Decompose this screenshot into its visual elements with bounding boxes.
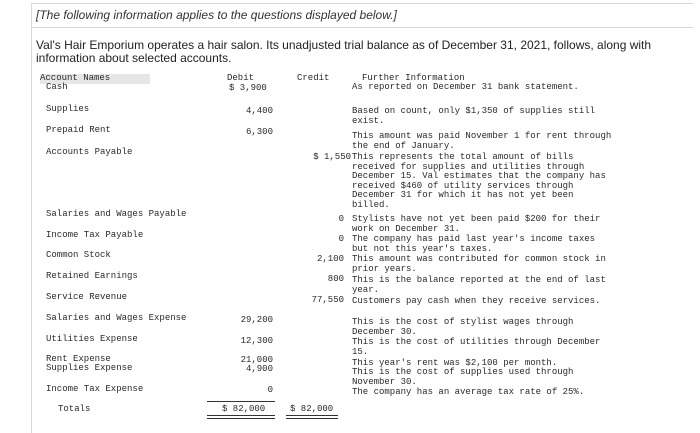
row-rent-expense-info: This year's rent was $2,100 per month. bbox=[352, 358, 558, 368]
header-debit: Debit bbox=[227, 73, 255, 83]
row-retained-earnings-credit: 800 bbox=[327, 274, 344, 284]
header-further-information: Further Information bbox=[362, 73, 465, 83]
row-cash-info: As reported on December 31 bank statement. bbox=[352, 82, 579, 92]
row-income-tax-payable-info: The company has paid last year's income taxes but not this year's taxes. bbox=[352, 234, 596, 254]
row-prepaid-rent-debit: 6,300 bbox=[245, 127, 273, 137]
row-common-stock-account: Common Stock bbox=[46, 250, 111, 260]
row-income-tax-payable-account: Income Tax Payable bbox=[46, 230, 144, 240]
trial-balance-table bbox=[40, 72, 660, 417]
row-supplies-expense-account: Supplies Expense bbox=[46, 363, 133, 373]
row-service-revenue-info: Customers pay cash when they receive services. bbox=[352, 296, 601, 306]
header-account-names: Account Names bbox=[40, 74, 150, 84]
row-prepaid-rent-account: Prepaid Rent bbox=[46, 125, 111, 135]
row-accounts-payable-credit: $ 1,550 bbox=[313, 152, 351, 162]
row-service-revenue-credit: 77,550 bbox=[311, 295, 344, 305]
row-supplies-expense-debit: 4,900 bbox=[245, 364, 273, 374]
debit-total-double-underline bbox=[207, 415, 275, 419]
left-border bbox=[31, 3, 32, 433]
row-service-revenue-account: Service Revenue bbox=[46, 292, 128, 302]
row-totals-label: Totals bbox=[58, 404, 91, 414]
row-prepaid-rent-info: This amount was paid November 1 for rent through the end of January. bbox=[352, 131, 612, 151]
row-accounts-payable-account: Accounts Payable bbox=[46, 147, 133, 157]
credit-total-double-underline bbox=[286, 415, 338, 419]
row-cash-debit: $ 3,900 bbox=[229, 83, 267, 93]
row-rent-expense-account: Rent Expense bbox=[46, 354, 111, 364]
row-salaries-payable-account: Salaries and Wages Payable bbox=[46, 209, 187, 219]
row-income-tax-expense-account: Income Tax Expense bbox=[46, 384, 144, 394]
row-common-stock-info: This amount was contributed for common stock in prior years. bbox=[352, 254, 606, 274]
heading-divider bbox=[31, 27, 693, 28]
row-supplies-account: Supplies bbox=[46, 104, 90, 114]
row-retained-earnings-info: This is the balance reported at the end of last year. bbox=[352, 275, 606, 295]
row-common-stock-credit: 2,100 bbox=[316, 254, 344, 264]
row-totals-credit: $ 82,000 bbox=[290, 404, 334, 414]
top-border bbox=[31, 3, 693, 4]
row-totals-debit: $ 82,000 bbox=[222, 404, 266, 414]
row-utilities-expense-info: This is the cost of utilities through December 15. bbox=[352, 337, 601, 357]
row-income-tax-expense-info: The company has an average tax rate of 25%. bbox=[352, 387, 585, 397]
row-rent-expense-debit: 21,000 bbox=[240, 355, 273, 365]
row-cash-account: Cash bbox=[46, 82, 68, 92]
row-salaries-expense-info: This is the cost of stylist wages through December 30. bbox=[352, 317, 574, 337]
row-salaries-expense-debit: 29,200 bbox=[240, 315, 273, 325]
section-heading: [The following information applies to the questions displayed below.] bbox=[36, 8, 397, 22]
row-utilities-expense-account: Utilities Expense bbox=[46, 334, 138, 344]
row-income-tax-payable-credit: 0 bbox=[338, 234, 344, 244]
row-salaries-payable-credit: 0 bbox=[338, 214, 344, 224]
header-credit: Credit bbox=[297, 73, 330, 83]
row-supplies-debit: 4,400 bbox=[245, 106, 273, 116]
row-supplies-info: Based on count, only $1,350 of supplies still exist. bbox=[352, 106, 596, 126]
row-retained-earnings-account: Retained Earnings bbox=[46, 271, 138, 281]
intro-paragraph: Val's Hair Emporium operates a hair salon. Its unadjusted trial balance as of December 31, 2021, follows, along with information about selected accounts. bbox=[36, 38, 652, 65]
row-income-tax-expense-debit: 0 bbox=[267, 385, 273, 395]
row-salaries-payable-info: Stylists have not yet been paid $200 for their work on December 31. bbox=[352, 214, 601, 234]
row-salaries-expense-account: Salaries and Wages Expense bbox=[46, 313, 187, 323]
debit-sum-line bbox=[207, 401, 275, 402]
row-supplies-expense-info: This is the cost of supplies used through November 30. bbox=[352, 367, 574, 387]
row-utilities-expense-debit: 12,300 bbox=[240, 336, 273, 346]
row-accounts-payable-info: This represents the total amount of bills received for supplies and utilities through December 15. Val estimates that the company has received $460 of utility services through December 31 for which it has not yet been billed. bbox=[352, 152, 606, 210]
